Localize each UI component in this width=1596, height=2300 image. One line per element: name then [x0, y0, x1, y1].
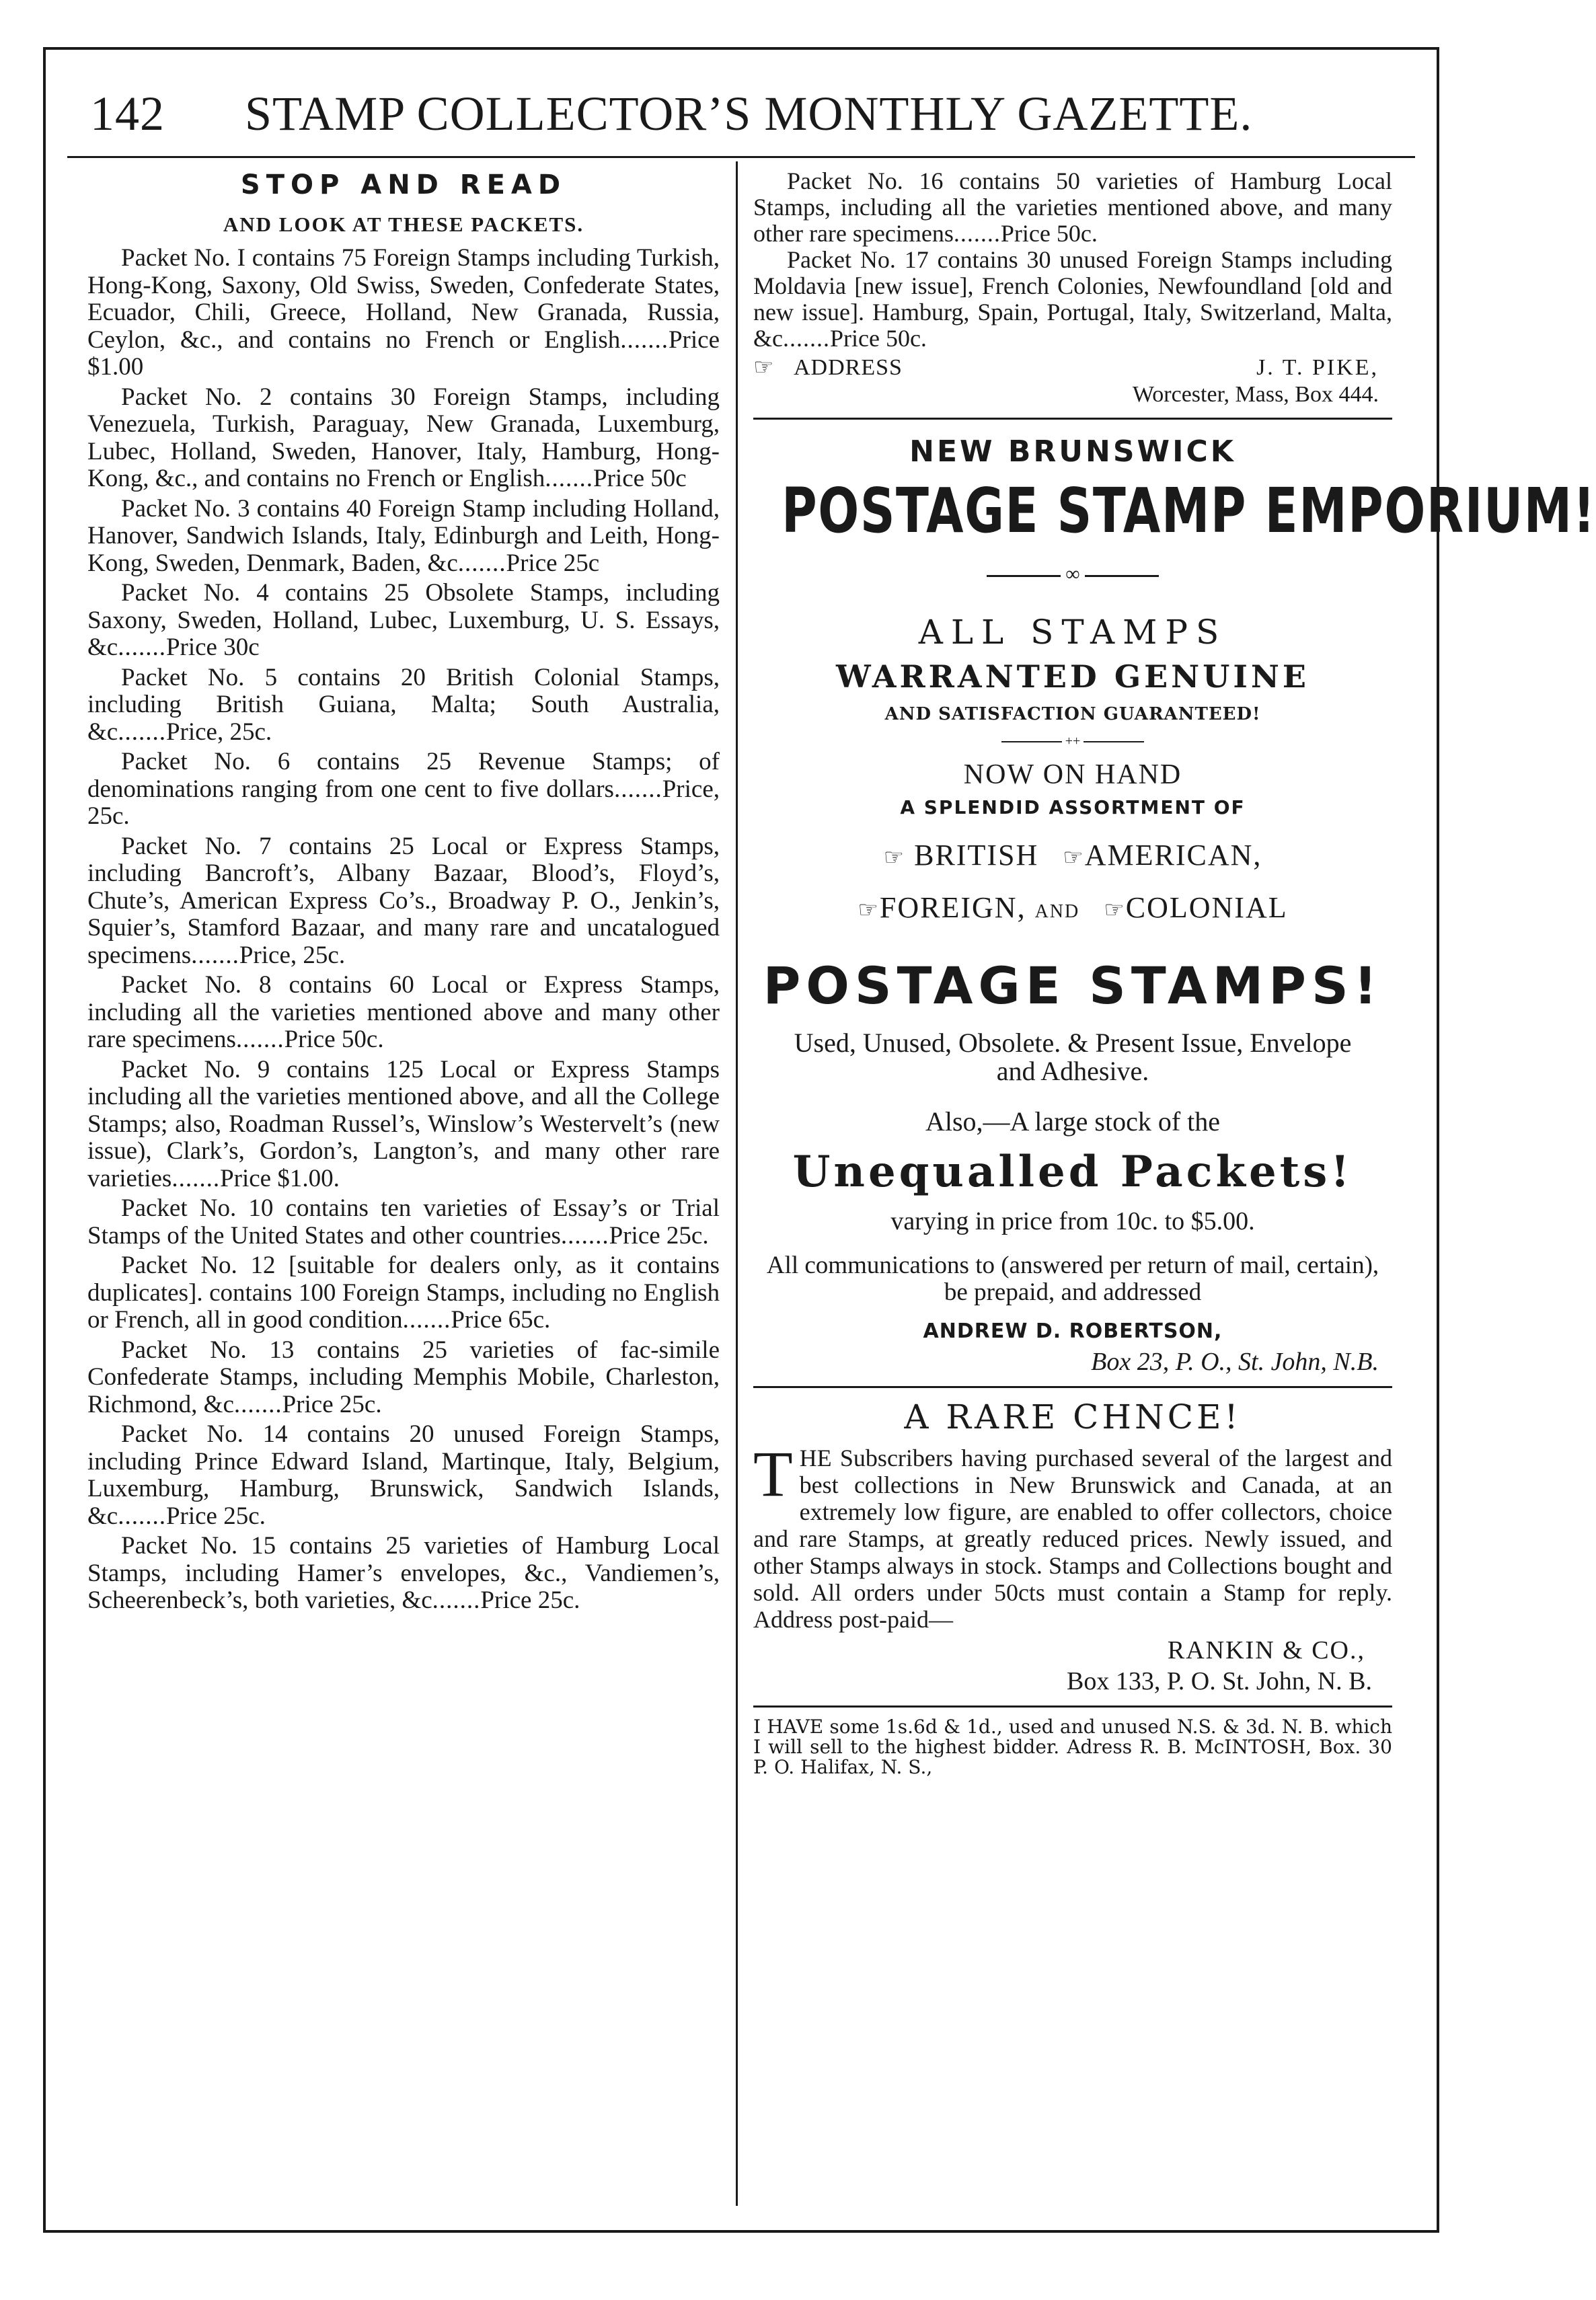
packet-description: Packet No. 16 contains 50 varieties of Hamburg Local Stamps, including all the varieties mentioned above, and many other rare specimens [753, 167, 1392, 247]
packet-description: Packet No. 8 contains 60 Local or Express Stamps, including all the varieties mentioned above and many other rare specimens [87, 971, 720, 1053]
packet-list [87, 245, 720, 1615]
packet-entry [87, 580, 720, 662]
packet-entry [87, 1337, 720, 1419]
pointing-hand-icon: ☞ [753, 355, 774, 380]
page-number: 142 [90, 87, 165, 141]
packet-entry [753, 168, 1392, 247]
leader-dots: ....... [118, 634, 166, 661]
robertson-address: Box 23, P. O., St. John, N.B. [1091, 1348, 1379, 1376]
section-rule [753, 418, 1392, 420]
packet-description: Packet No. 13 contains 25 varieties of fac-simile Confederate Stamps, including Memphis Mobile, Charleston, Richmond, &c [87, 1336, 720, 1418]
rare-chance-heading: A RARE CHNCE! [904, 1397, 1242, 1436]
price-range-line: varying in price from 10c. to $5.00. [890, 1207, 1255, 1235]
british-label: BRITISH [914, 839, 1039, 872]
packet-entry [87, 1533, 720, 1615]
packet-entry [87, 1421, 720, 1530]
small-ornament: ++ [753, 734, 1392, 749]
ornament-divider: ∞ [753, 563, 1392, 586]
mcintosh-notice: I HAVE some 1s.6d & 1d., used and unused N.S. & 3d. N. B. which I will sell to the highest bidder. Adress R. B. McINTOSH, Box. 30 P. O. Halifax, N. S., [753, 1716, 1392, 1778]
colonial-label: COLONIAL [1125, 891, 1288, 924]
section-rule [753, 1705, 1392, 1708]
column-divider [736, 161, 738, 2206]
leader-dots: ....... [191, 941, 239, 969]
robertson-name: ANDREW D. ROBERTSON, [923, 1319, 1223, 1343]
packet-entry [87, 1252, 720, 1334]
pointing-hand-icon: ☞ [1063, 845, 1085, 870]
page-header [43, 79, 1439, 153]
new-brunswick-heading: NEW BRUNSWICK [909, 434, 1236, 469]
pointing-hand-icon: ☞ [883, 845, 906, 870]
rare-chance-body [753, 1438, 1392, 1633]
drop-cap: T [753, 1438, 793, 1510]
rankin-name: RANKIN & CO., [1167, 1636, 1365, 1664]
packet-entry [87, 245, 720, 381]
section-rule [753, 1386, 1392, 1388]
also-line: Also,—A large stock of the [925, 1106, 1221, 1137]
leader-dots: ....... [432, 1586, 481, 1614]
right-column [753, 167, 1596, 1778]
foreign-label: FOREIGN, [879, 891, 1026, 924]
packet-entry [753, 247, 1392, 352]
packet-entry [87, 749, 720, 831]
unequalled-packets-heading: Unequalled Packets! [792, 1147, 1353, 1197]
packet-entry [87, 384, 720, 493]
packet-description: Packet No. 9 contains 125 Local or Express Stamps including all the varieties mentioned above, and all the College Stamps; also, Roadman Russel’s, Winslow’s Westervelt’s (new issue), Clark’s, Gordon’s, Langton’s, and many other rare varieties [87, 1055, 720, 1192]
packet-price: Price 25c. [480, 1586, 580, 1614]
pike-packet-list [753, 168, 1392, 352]
packet-price: Price 50c. [829, 325, 927, 352]
packet-description: Packet No. 6 contains 25 Revenue Stamps; of denominations ranging from one cent to five dollars [87, 748, 720, 803]
packet-entry [87, 1195, 720, 1250]
packet-description: Packet No. 4 contains 25 Obsolete Stamps, including Saxony, Sweden, Holland, Lubec, Luxemburg, U. S. Essays, &c [87, 579, 720, 661]
leader-dots: ....... [620, 325, 669, 354]
stop-and-read-heading: STOP AND READ [240, 169, 567, 200]
packet-description: Packet No. 5 contains 20 British Colonial Stamps, including British Guiana, Malta; South Australia, &c [87, 663, 720, 746]
packet-description: Packet No. 14 contains 20 unused Foreign Stamps, including Prince Edward Island, Martinque, Italy, Belgium, Luxemburg, Hamburg, Brunswick, Sandwich Islands, &c [87, 1420, 720, 1530]
page-title: STAMP COLLECTOR’S MONTHLY GAZETTE. [245, 87, 1253, 141]
packet-price: Price $1.00 [87, 325, 720, 381]
satisfaction-line: AND SATISFACTION GUARANTEED! [884, 704, 1261, 724]
packet-price: Price 25c. [282, 1390, 382, 1418]
left-column [87, 168, 720, 1617]
packet-price: Price 25c [506, 549, 600, 577]
address-label: ADDRESS [794, 355, 903, 380]
packet-price: Price, 25c. [239, 941, 346, 969]
all-stamps-heading: ALL STAMPS [918, 613, 1227, 652]
packet-price: Price 50c [593, 465, 687, 492]
packet-description: Packet No. 10 contains ten varieties of Essay’s or Trial Stamps of the United States and other countries [87, 1194, 720, 1250]
leader-dots: ....... [545, 465, 594, 492]
leader-dots: ....... [560, 1221, 609, 1250]
packet-price: Price $1.00. [220, 1164, 340, 1192]
packet-price: Price 65c. [451, 1306, 551, 1334]
leader-dots: ....... [233, 1390, 282, 1418]
packet-description: Packet No. 17 contains 30 unused Foreign Stamps including Moldavia [new issue], French Colonies, Newfoundland [old and new issue]. Hamburg, Spain, Portugal, Italy, Switzerland, Malta, &c [753, 246, 1392, 352]
packet-description: Packet No. 7 contains 25 Local or Express Stamps, including Bancroft’s, Albany Bazaar, Blood’s, Floyd’s, Chute’s, American Express Co’s., Broadway P. O., Jenkin’s, Squier’s, Stamford Bazaar, and many rare and uncatalogued specimens [87, 832, 720, 969]
emporium-heading: POSTAGE STAMP EMPORIUM! [782, 475, 1596, 547]
packet-entry [87, 664, 720, 746]
now-on-hand: NOW ON HAND [963, 759, 1182, 790]
packet-entry [87, 833, 720, 970]
leader-dots: ....... [235, 1026, 284, 1053]
rare-chance-text: HE Subscribers having purchased several of the largest and best collections in New Brunswick and Canada, at an extremely low figure, are enabled to offer collectors, choice and rare Stamps, at greatly reduced prices. Newly issued, and other Stamps always in stock. Stamps and Collections bought and sold. All orders under 50cts must contain a Stamp for reply. Address post-paid— [753, 1445, 1392, 1633]
pike-address-line [753, 354, 1392, 381]
american-label: AMERICAN, [1084, 839, 1262, 872]
packet-entry [87, 496, 720, 578]
stamp-origins [753, 839, 1392, 929]
leader-dots: ....... [457, 549, 506, 577]
packet-description: Packet No. 2 contains 30 Foreign Stamps, including Venezuela, Turkish, Paraguay, New Granada, Luxemburg, Lubec, Holland, Sweden, Hanover, Italy, Hamburg, Hong-Kong, &c., and contains no French or English [87, 383, 720, 492]
packet-price: Price, 25c. [87, 775, 720, 830]
packet-price: Price, 25c. [165, 718, 272, 746]
packet-price: Price 50c. [284, 1026, 384, 1053]
communications-line: All communications to (answered per return of mail, certain), be prepaid, and addressed [766, 1252, 1379, 1306]
packet-price: Price 25c. [165, 1502, 266, 1530]
leader-dots: ....... [118, 1502, 166, 1530]
rankin-address: Box 133, P. O. St. John, N. B. [1067, 1667, 1372, 1695]
packet-price: Price 30c [165, 634, 260, 661]
leader-dots: ....... [953, 220, 1001, 247]
leader-dots: ....... [118, 718, 166, 746]
packets-subheading: AND LOOK AT THESE PACKETS. [223, 213, 584, 236]
pike-city: Worcester, Mass, Box 444. [1132, 382, 1379, 407]
packet-description: Packet No. 12 [suitable for dealers only, as it contains duplicates]. contains 100 Foreign Stamps, including no English or French, all in good condition [87, 1252, 720, 1334]
packet-entry [87, 1057, 720, 1193]
leader-dots: ....... [402, 1306, 451, 1334]
packet-description: Packet No. I contains 75 Foreign Stamps including Turkish, Hong-Kong, Saxony, Old Swiss, Sweden, Confederate States, Ecuador, Chili, Greece, Holland, New Granada, Russia, Ceylon, &c., and contains no French or English [87, 244, 720, 354]
splendid-assortment: A SPLENDID ASSORTMENT OF [900, 796, 1246, 818]
pike-name: J. T. PIKE, [1256, 355, 1379, 380]
pointing-hand-icon: ☞ [858, 898, 880, 923]
packet-entry [87, 972, 720, 1054]
used-unused-line: Used, Unused, Obsolete. & Present Issue, Envelope and Adhesive. [794, 1028, 1352, 1086]
packet-price: Price 50c. [1000, 220, 1098, 247]
packet-description: Packet No. 3 contains 40 Foreign Stamp including Holland, Hanover, Sandwich Islands, Italy, Edinburgh and Leith, Hong-Kong, Sweden, Denmark, Baden, &c [87, 494, 720, 577]
warranted-heading: WARRANTED GENUINE [836, 658, 1309, 695]
packet-description: Packet No. 15 contains 25 varieties of Hamburg Local Stamps, including Hamer’s envelopes, &c., Vandiemen’s, Scheerenbeck’s, both varieties, &c [87, 1532, 720, 1614]
leader-dots: ....... [613, 775, 662, 803]
and-label: AND [1034, 901, 1080, 922]
pointing-hand-icon: ☞ [1104, 898, 1126, 923]
leader-dots: ....... [172, 1164, 221, 1192]
packet-price: Price 25c. [609, 1221, 709, 1250]
postage-stamps-heading: POSTAGE STAMPS! [763, 956, 1383, 1015]
header-rule [67, 156, 1415, 158]
leader-dots: ....... [782, 325, 830, 352]
